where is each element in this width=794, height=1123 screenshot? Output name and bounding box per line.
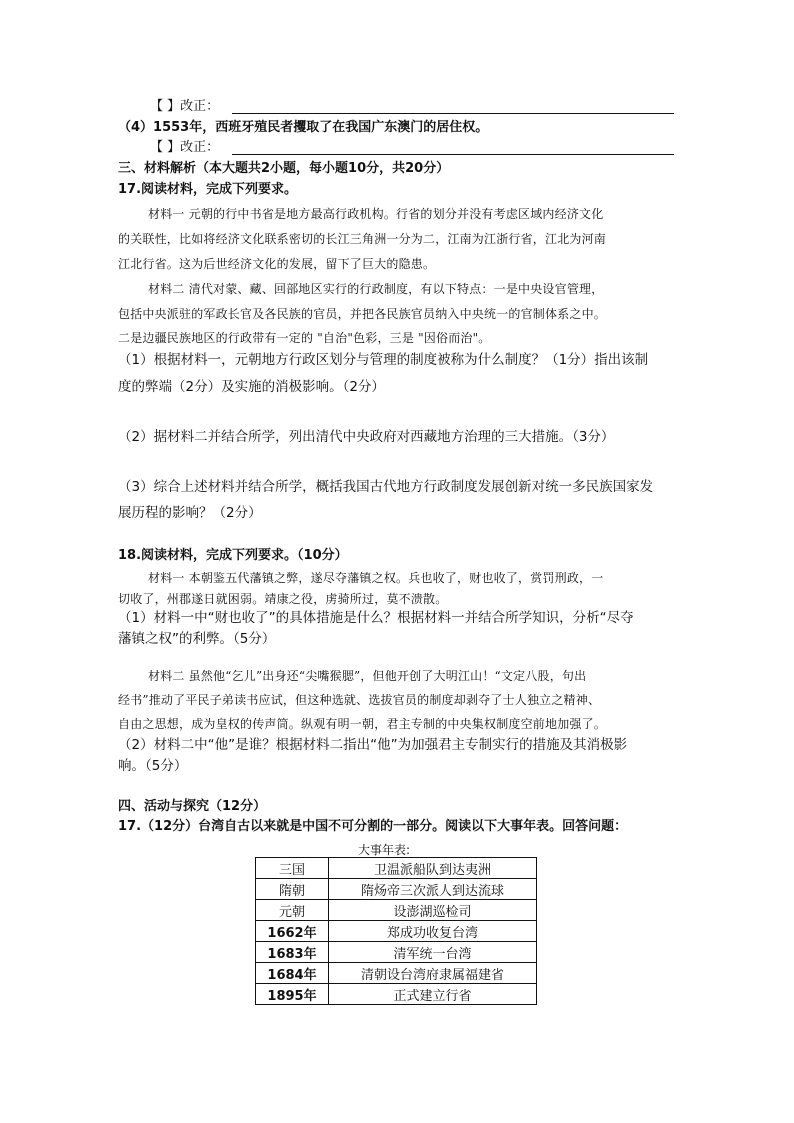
era-cell: 1684年 bbox=[256, 963, 329, 984]
question-4: （4）1553年，西班牙殖民者攫取了在我国广东澳门的居住权。 bbox=[118, 120, 489, 135]
q18-1-line-1: （1）材料一中“财也收了”的具体措施是什么？根据材料一并结合所学知识，分析“尽夺 bbox=[118, 610, 634, 626]
answer-underline-3[interactable] bbox=[232, 113, 674, 114]
era-cell: 1662年 bbox=[256, 921, 329, 942]
event-cell: 清朝设台湾府隶属福建省 bbox=[329, 963, 537, 984]
q18-2-line-1: （2）材料二中“他”是谁？根据材料二指出“他”为加强君主专制实行的措施及其消极影 bbox=[118, 737, 628, 753]
q18-material-1-line-1: 材料一 本朝鉴五代藩镇之弊，遂尽夺藩镇之权。兵也收了，财也收了，赏罚刑政，一 bbox=[148, 571, 604, 585]
era-cell: 元朝 bbox=[256, 900, 329, 921]
material-1-line-3: 江北行省。这为后世经济文化的发展，留下了巨大的隐患。 bbox=[118, 257, 436, 271]
answer-line-3-label: 【 】改正： bbox=[150, 99, 220, 114]
question-17-heading: 17.阅读材料，完成下列要求。 bbox=[118, 182, 298, 197]
q18-material-2-line-2: 经书”推动了平民子弟读书应试，但这种选就、选拔官员的制度却剥夺了士人独立之精神、 bbox=[118, 693, 601, 707]
event-cell: 正式建立行省 bbox=[329, 984, 537, 1005]
answer-line-4-label: 【 】改正： bbox=[150, 140, 220, 155]
q18-2-line-2: 响。（5分） bbox=[118, 758, 188, 774]
q18-1-line-2: 藩镇之权”的利弊。（5分） bbox=[118, 631, 276, 647]
timeline-table bbox=[255, 857, 537, 1005]
question-18-heading: 18.阅读材料，完成下列要求。（10分） bbox=[118, 548, 348, 563]
event-cell: 隋炀帝三次派人到达流球 bbox=[329, 879, 537, 900]
q17-2: （2）据材料二并结合所学，列出清代中央政府对西藏地方治理的三大措施。（3分） bbox=[118, 429, 615, 445]
q18-material-2-line-1: 材料二 虽然他“乞儿”出身还“尖嘴猴腮”，但他开创了大明江山！“文定八股，句出 bbox=[148, 669, 587, 683]
answer-underline-4[interactable] bbox=[232, 154, 674, 155]
material-1-line-2: 的关联性，比如将经济文化联系密切的长江三角洲一分为二，江南为江浙行省，江北为河南 bbox=[118, 232, 607, 246]
table-row bbox=[256, 963, 537, 984]
era-cell: 隋朝 bbox=[256, 879, 329, 900]
q17-3-line-2: 展历程的影响？（2分） bbox=[118, 505, 262, 521]
event-cell: 设澎湖巡检司 bbox=[329, 900, 537, 921]
q18-material-2-line-3: 自由之思想，成为皇权的传声筒。纵观有明一朝，君主专制的中央集权制度空前地加强了。 bbox=[118, 717, 607, 731]
material-1-line-1: 材料一 元朝的行中书省是地方最高行政机构。行省的划分并没有考虑区域内经济文化 bbox=[148, 207, 604, 221]
era-cell: 三国 bbox=[256, 858, 329, 879]
q17-1-line-2: 度的弊端（2分）及实施的消极影响。（2分） bbox=[118, 379, 385, 395]
timeline-title: 大事年表: bbox=[358, 843, 411, 857]
q17-3-line-1: （3）综合上述材料并结合所学，概括我国古代地方行政制度发展创新对统一多民族国家发 bbox=[118, 479, 654, 495]
event-cell: 郑成功收复台湾 bbox=[329, 921, 537, 942]
table-row bbox=[256, 984, 537, 1005]
material-2-line-3: 二是边疆民族地区的行政带有一定的 "自治"色彩，三是 "因俗而治"。 bbox=[118, 331, 491, 345]
table-row bbox=[256, 942, 537, 963]
table-row bbox=[256, 921, 537, 942]
table-row bbox=[256, 900, 537, 921]
table-row bbox=[256, 858, 537, 879]
event-cell: 清军统一台湾 bbox=[329, 942, 537, 963]
section-4-heading: 四、活动与探究（12分） bbox=[118, 799, 267, 814]
material-2-line-1: 材料二 清代对蒙、藏、回部地区实行的行政制度，有以下特点：一是中央设官管理， bbox=[148, 282, 604, 296]
material-2-line-2: 包括中央派驻的军政长官及各民族的官员，并把各民族官员纳入中央统一的官制体系之中。 bbox=[118, 307, 607, 321]
era-cell: 1895年 bbox=[256, 984, 329, 1005]
era-cell: 1683年 bbox=[256, 942, 329, 963]
q17-1-line-1: （1）根据材料一，元朝地方行政区划分与管理的制度被称为什么制度？（1分）指出该制 bbox=[118, 352, 649, 368]
q18-material-1-line-2: 切收了，州郡遂日就困弱。靖康之役，虏骑所过，莫不溃散。 bbox=[118, 592, 448, 606]
section-3-heading: 三、材料解析（本大题共2小题，每小题10分，共20分） bbox=[118, 161, 450, 176]
table-row bbox=[256, 879, 537, 900]
event-cell: 卫温派船队到达夷洲 bbox=[329, 858, 537, 879]
activity-17-prompt: 17.（12分）台湾自古以来就是中国不可分割的一部分。阅读以下大事年表。回答问题： bbox=[118, 819, 628, 834]
